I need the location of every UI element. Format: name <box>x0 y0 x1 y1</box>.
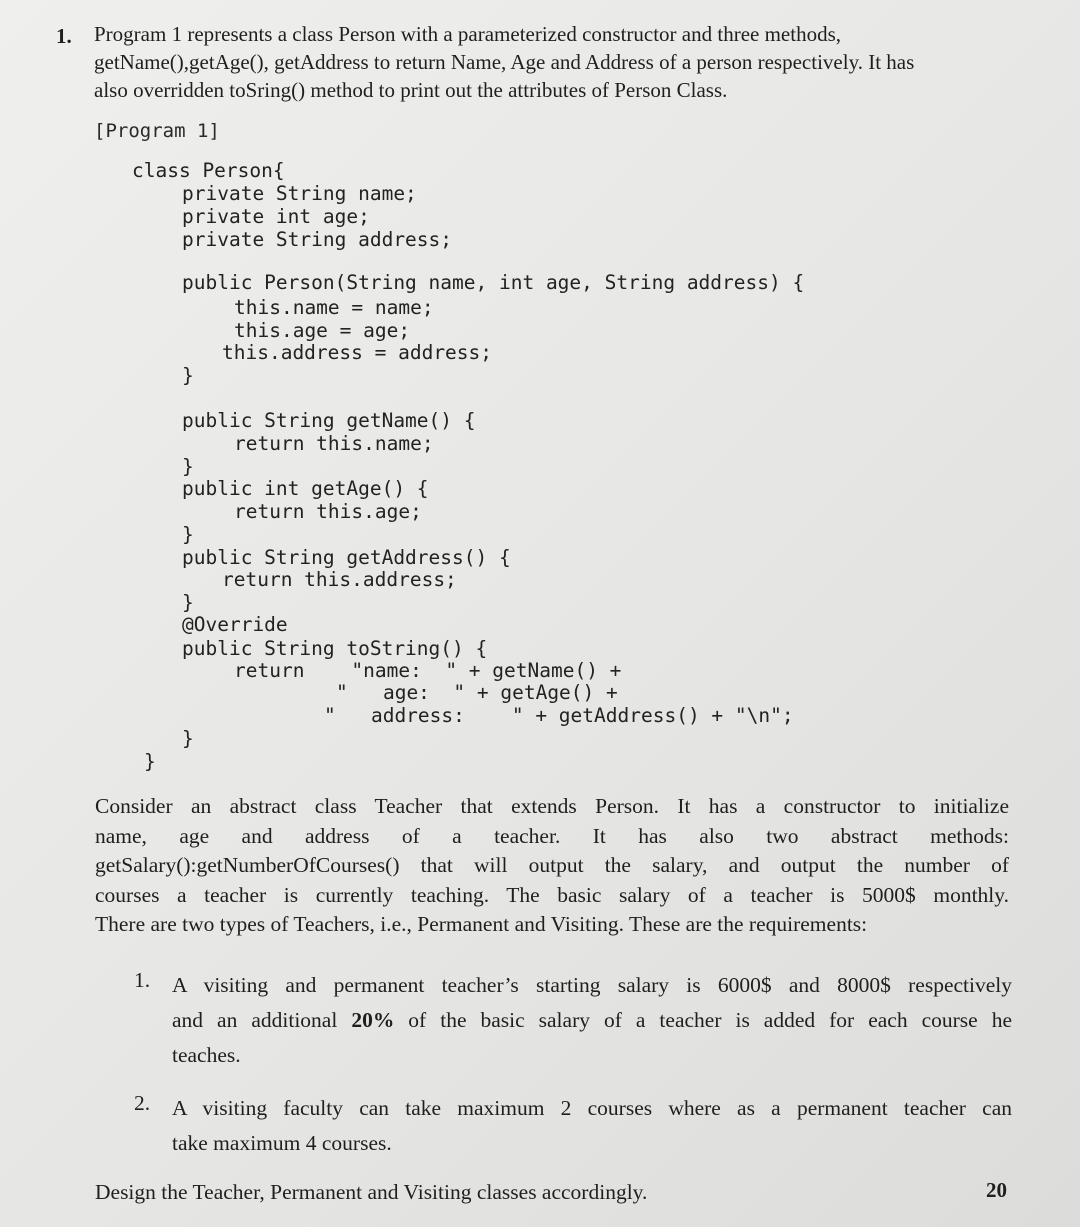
question-number: 1. <box>56 24 72 48</box>
code-line: public int getAge() { <box>182 477 429 500</box>
requirement-text-part: and an additional <box>172 1008 352 1032</box>
code-line: class Person{ <box>132 159 285 182</box>
code-line: public Person(String name, int age, String address) { <box>182 271 805 294</box>
code-line: return this.name; <box>234 432 434 455</box>
code-line: @Override <box>182 613 288 636</box>
code-line: this.name = name; <box>234 296 434 319</box>
code-line: this.address = address; <box>222 341 493 364</box>
design-instruction: Design the Teacher, Permanent and Visiting classes accordingly. <box>95 1180 648 1204</box>
requirement-line <box>172 1003 1012 1038</box>
code-line: } <box>144 750 156 773</box>
intro-line: getName(),getAge(), getAddress to return Name, Age and Address of a person respectively. It has <box>94 50 915 74</box>
description-line: There are two types of Teachers, i.e., Permanent and Visiting. These are the requirements: <box>95 912 868 936</box>
code-line: " age: " + getAge() + <box>336 681 618 704</box>
requirement-line: A visiting faculty can take maximum 2 courses where as a permanent teacher can <box>172 1096 1012 1120</box>
description-line: courses a teacher is currently teaching. The basic salary of a teacher is 5000$ monthly. <box>95 882 1009 907</box>
requirement-line: take maximum 4 courses. <box>172 1131 392 1155</box>
code-line: public String getName() { <box>182 409 476 432</box>
code-line: public String getAddress() { <box>182 546 511 569</box>
code-line: this.age = age; <box>234 319 411 342</box>
program-label: [Program 1] <box>94 120 220 142</box>
code-line: private int age; <box>182 205 370 228</box>
requirement-line: teaches. <box>172 1043 241 1067</box>
description-line: name, age and address of a teacher. It has also two abstract methods: <box>95 823 1009 848</box>
code-line: } <box>182 727 194 750</box>
requirement-number: 1. <box>134 968 151 992</box>
description-line: getSalary():getNumberOfCourses() that will output the salary, and output the number of <box>95 853 1009 877</box>
description-paragraph <box>95 792 1009 940</box>
code-line: private String address; <box>182 228 453 251</box>
code-line: } <box>182 455 194 478</box>
code-line: } <box>182 364 194 387</box>
requirement-text-part: of the basic salary of a teacher is added for each course he <box>394 1008 1012 1032</box>
requirement-bold-percent: 20% <box>351 1008 395 1032</box>
requirement-text <box>172 1091 1012 1161</box>
code-line: } <box>182 591 194 614</box>
description-line: Consider an abstract class Teacher that extends Person. It has a constructor to initialize <box>95 794 1009 818</box>
marks-value: 20 <box>986 1178 1007 1202</box>
requirement-number: 2. <box>134 1091 151 1115</box>
question-intro <box>94 20 1009 104</box>
code-line: return this.age; <box>234 500 422 523</box>
code-line: private String name; <box>182 182 417 205</box>
code-line: } <box>182 523 194 546</box>
code-line: return this.address; <box>222 568 457 591</box>
requirement-line: A visiting and permanent teacher’s starting salary is 6000$ and 8000$ respectively <box>172 973 1012 997</box>
intro-line: also overridden toSring() method to print out the attributes of Person Class. <box>94 78 728 102</box>
intro-line: Program 1 represents a class Person with a parameterized constructor and three methods, <box>94 22 841 46</box>
code-line: return "name: " + getName() + <box>234 659 622 682</box>
requirement-text <box>172 968 1012 1073</box>
code-line: " address: " + getAddress() + "\n"; <box>324 704 794 727</box>
code-line: public String toString() { <box>182 637 488 660</box>
